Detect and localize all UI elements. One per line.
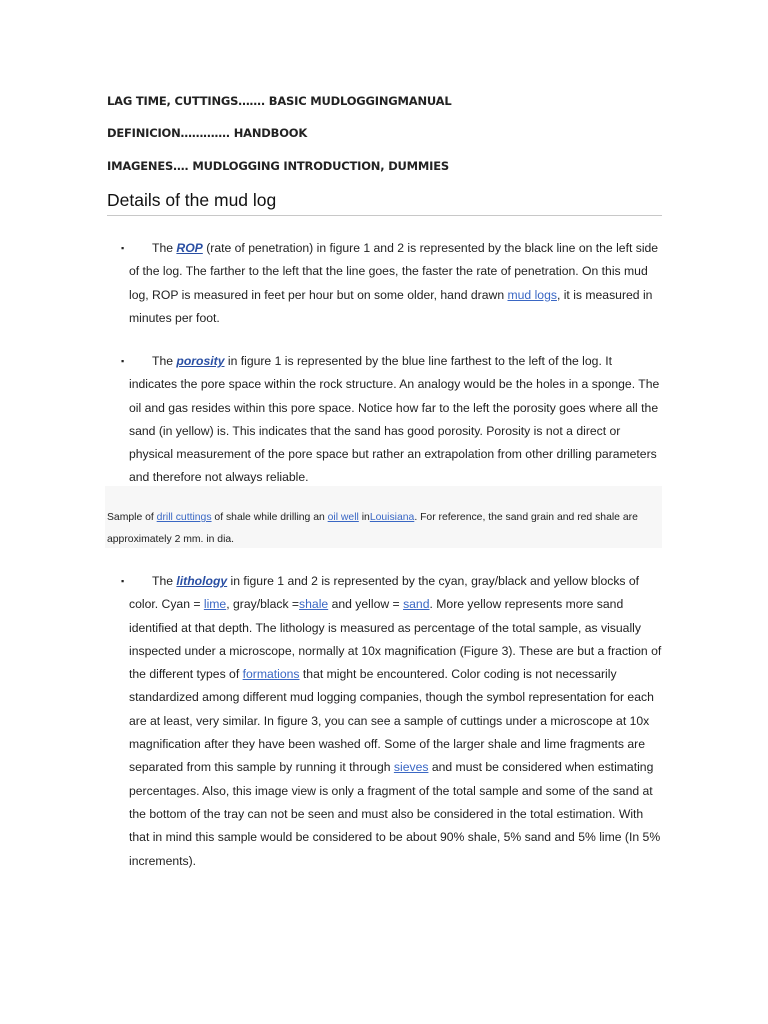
bullet-rop bbox=[107, 237, 663, 330]
text-run: in figure 1 and 2 is represented by the cyan, gray/black and yellow blocks of color. Cyan = bbox=[129, 574, 640, 612]
text-run: . For reference, the sand grain and red shale are approximately 2 mm. in dia. bbox=[107, 512, 638, 545]
bullet-marker: ▪ bbox=[121, 576, 125, 586]
text-run: and yellow = bbox=[328, 597, 404, 612]
text-run: and must be considered when estimating percentages. Also, this image view is only a fragment of the total sample and some of the sand at the bottom of the tray can not be seen and must also be considered in the total estimation. With that in mind this sample would be considered to be about 90% shale, 5% sand and 5% lime (In 5% increments). bbox=[129, 760, 661, 868]
text-run: in bbox=[358, 512, 370, 523]
oil-well-link[interactable]: oil well bbox=[327, 512, 359, 523]
header-line-imagenes: IMAGENES…. MUDLOGGING INTRODUCTION, DUMMIES bbox=[107, 159, 449, 173]
formations-link[interactable]: formations bbox=[242, 667, 300, 682]
lithology-link[interactable]: lithology bbox=[176, 574, 228, 588]
sand-link[interactable]: sand bbox=[403, 597, 430, 612]
text-run: (rate of penetration) in figure 1 and 2 is represented by the black line on the left side of the log. The farther to the left that the line goes, the faster the rate of penetration. On this mud log, ROP is measured in feet per hour but on some older, hand drawn bbox=[129, 241, 659, 302]
header-line-lag-time: LAG TIME, CUTTINGS……. BASIC MUDLOGGINGMANUAL bbox=[107, 94, 452, 108]
bullet-marker: ▪ bbox=[121, 356, 125, 366]
shale-link[interactable]: shale bbox=[299, 597, 329, 612]
bullet-rop-text bbox=[129, 237, 663, 330]
louisiana-link[interactable]: Louisiana bbox=[369, 512, 415, 523]
bullet-lithology bbox=[107, 570, 663, 873]
text-run: The bbox=[152, 574, 177, 588]
sieves-link[interactable]: sieves bbox=[393, 760, 429, 775]
text-run: that might be encountered. Color coding is not necessarily standardized among different mud logging companies, though the symbol representation for each are at least, very similar. In figure 3, you can see a sample of cuttings under a microscope at 10x magnification after they have been washed off. Some of the larger shale and lime fragments are separated from this sample by running it through bbox=[129, 667, 654, 775]
section-title: Details of the mud log bbox=[107, 190, 662, 216]
text-run: in figure 1 is represented by the blue line farthest to the left of the log. It indicates the pore space within the rock structure. An analogy would be the holes in a sponge. The oil and gas resides within this pore space. Notice how far to the left the porosity goes where all the sand (in yellow) is. This indicates that the sand has good porosity. Porosity is not a direct or physical measurement of the pore space but rather an extrapolation from other drilling parameters and therefore not always reliable. bbox=[129, 354, 660, 485]
lime-link[interactable]: lime bbox=[203, 597, 227, 612]
bullet-porosity bbox=[107, 350, 663, 490]
bullet-lithology-text bbox=[129, 570, 663, 873]
text-run: Sample of bbox=[107, 512, 157, 523]
bullet-marker: ▪ bbox=[121, 243, 125, 253]
rop-link[interactable]: ROP bbox=[176, 241, 203, 255]
text-run: The bbox=[152, 241, 177, 255]
text-run: of shale while drilling an bbox=[211, 512, 328, 523]
image-caption bbox=[105, 486, 662, 548]
text-run: . More yellow represents more sand identified at that depth. The lithology is measured as percentage of the total sample, as visually inspected under a microscope, normally at 10x magnification (Figure 3). These are but a fraction of the different types of bbox=[129, 597, 662, 682]
drill-cuttings-link[interactable]: drill cuttings bbox=[156, 512, 212, 523]
header-line-definicion: DEFINICION…………. HANDBOOK bbox=[107, 126, 308, 140]
bullet-porosity-text bbox=[129, 350, 663, 490]
mud-logs-link[interactable]: mud logs bbox=[507, 287, 557, 302]
text-run: The bbox=[152, 354, 177, 368]
porosity-link[interactable]: porosity bbox=[176, 354, 225, 368]
text-run: , it is measured in minutes per foot. bbox=[129, 287, 653, 325]
text-run: , gray/black = bbox=[226, 597, 300, 612]
